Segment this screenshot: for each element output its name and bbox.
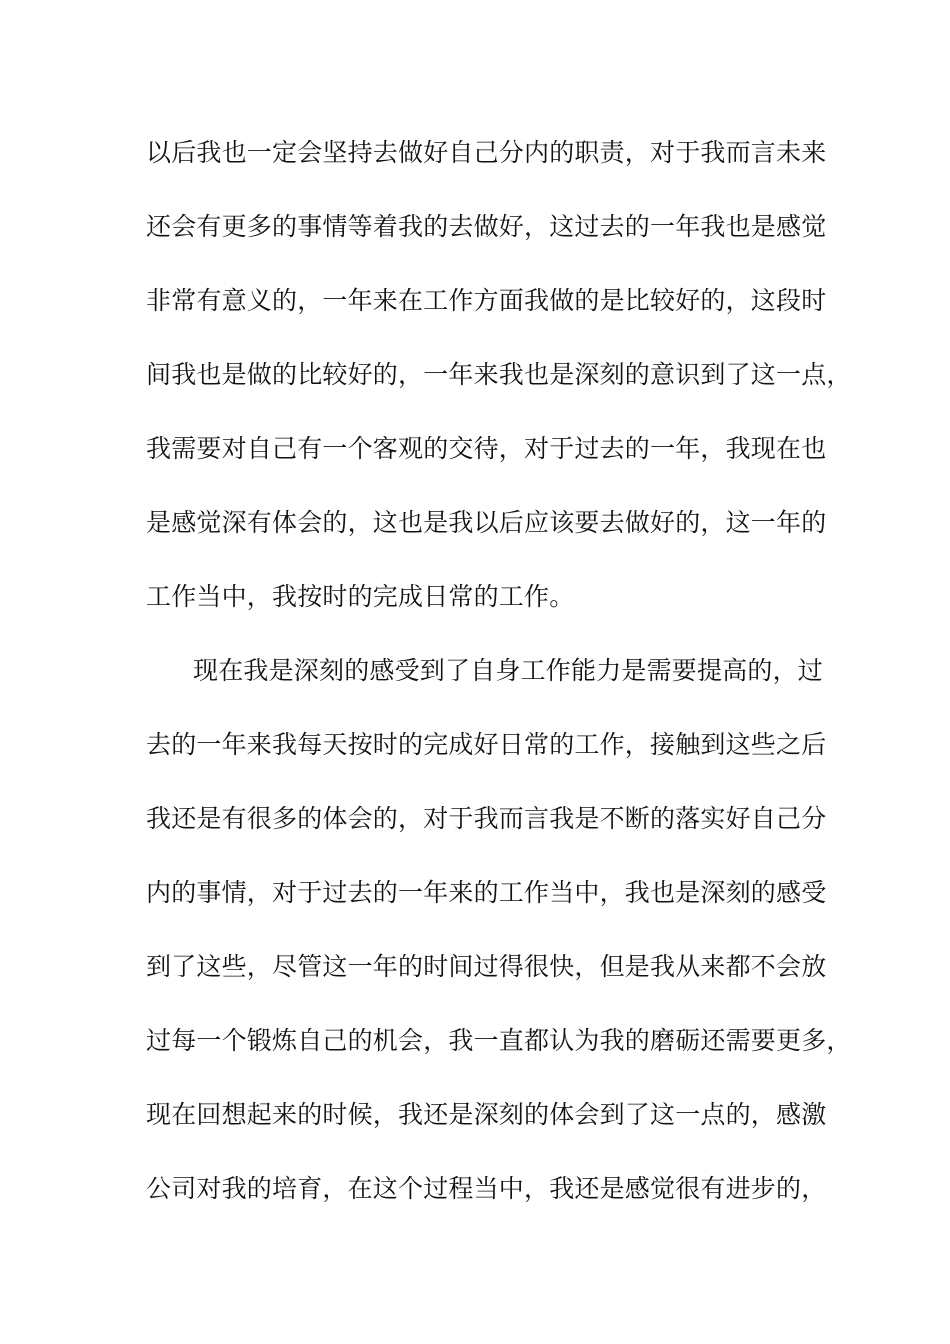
text-line-14: 现在回想起来的时候，我还是深刻的体会到了这一点的，感激 <box>146 1100 827 1129</box>
text-line-8: 现在我是深刻的感受到了自身工作能力是需要提高的，过 <box>193 656 824 685</box>
text-line-13: 过每一个锻炼自己的机会，我一直都认为我的磨砺还需要更多， <box>146 1026 852 1055</box>
text-line-7: 工作当中，我按时的完成日常的工作。 <box>146 582 575 611</box>
text-line-12: 到了这些，尽管这一年的时间过得很快，但是我从来都不会放 <box>146 952 827 981</box>
text-line-5: 我需要对自己有一个客观的交待，对于过去的一年，我现在也 <box>146 434 827 463</box>
text-line-2: 还会有更多的事情等着我的去做好，这过去的一年我也是感觉 <box>146 212 827 241</box>
text-line-3: 非常有意义的，一年来在工作方面我做的是比较好的，这段时 <box>146 286 827 315</box>
text-line-4: 间我也是做的比较好的，一年来我也是深刻的意识到了这一点， <box>146 360 852 389</box>
text-line-6: 是感觉深有体会的，这也是我以后应该要去做好的，这一年的 <box>146 508 827 537</box>
text-line-15: 公司对我的培育，在这个过程当中，我还是感觉很有进步的， <box>146 1174 827 1203</box>
text-line-11: 内的事情，对于过去的一年来的工作当中，我也是深刻的感受 <box>146 878 827 907</box>
body-text <box>146 130 852 1240</box>
text-line-1: 以后我也一定会坚持去做好自己分内的职责，对于我而言未来 <box>146 138 827 167</box>
text-line-9: 去的一年来我每天按时的完成好日常的工作，接触到这些之后 <box>146 730 827 759</box>
text-line-10: 我还是有很多的体会的，对于我而言我是不断的落实好自己分 <box>146 804 827 833</box>
